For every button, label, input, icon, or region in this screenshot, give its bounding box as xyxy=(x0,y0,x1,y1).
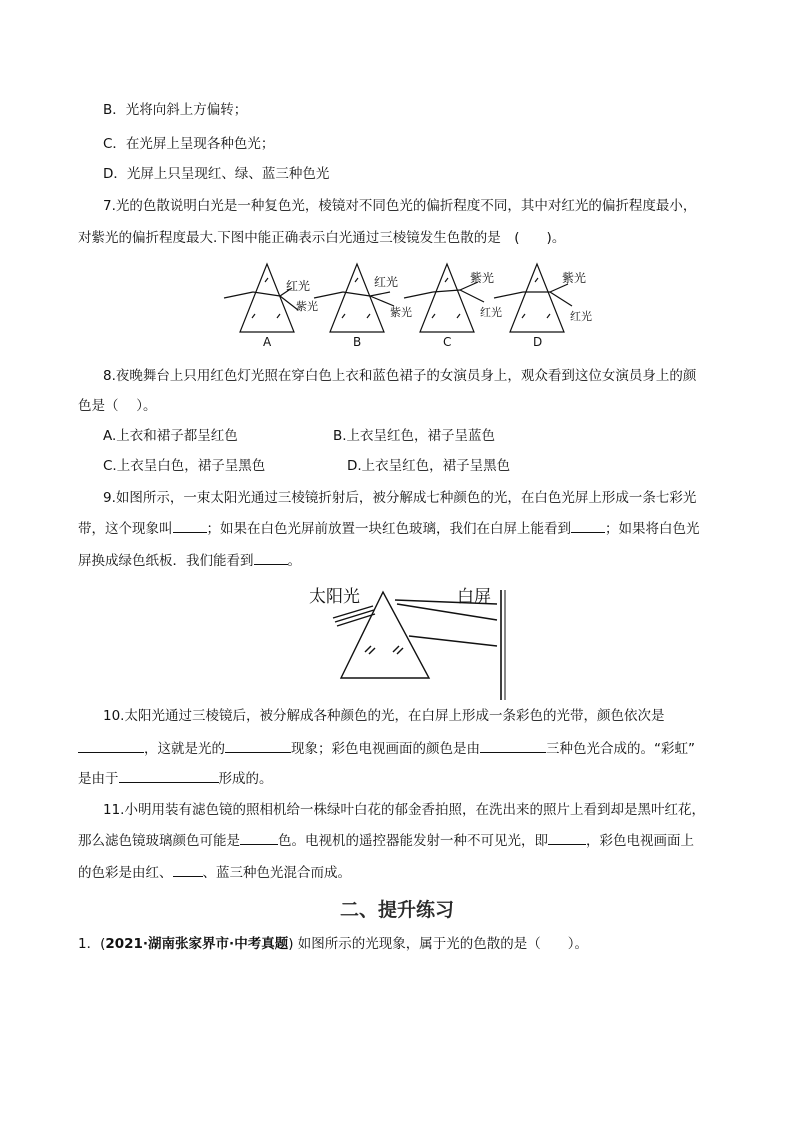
q10-blank-2[interactable] xyxy=(225,738,291,753)
q11-line2 xyxy=(78,830,694,851)
fig7-a-bottom-label xyxy=(296,299,318,313)
q9-text-e: 。 xyxy=(287,553,301,569)
q8-line1: 8.夜晚舞台上只用红色灯光照在穿白色上衣和蓝色裙子的女演员身上，观众看到这位女演员身上的颜 xyxy=(103,368,697,384)
fig7-label-c: C xyxy=(443,335,452,348)
sunlight-prism-figure xyxy=(305,580,525,705)
section-heading: 二、提升练习 xyxy=(339,899,454,921)
fig7-b-top-label: 红光 xyxy=(374,275,399,289)
q9-text-b: ；如果在白色光屏前放置一块红色玻璃，我们在白屏上能看到 xyxy=(206,521,571,537)
fig7-label-b: B xyxy=(353,335,362,348)
fig7-c-top-label: 紫光 xyxy=(470,271,495,285)
fig7-label-a: A xyxy=(263,335,272,348)
q11-blank-1[interactable] xyxy=(240,830,278,845)
q8-line2: 色是（ ）。 xyxy=(78,398,157,414)
q9-line2 xyxy=(78,518,700,539)
option-d: D．光屏上只呈现红、绿、蓝三种色光 xyxy=(103,166,330,182)
fig7-d-bottom-label: 红光 xyxy=(570,310,592,323)
q11-text-d: 的色彩是由红、 xyxy=(78,865,173,881)
q11-text-c: ，彩色电视画面上 xyxy=(586,833,694,849)
q10-line1: 10.太阳光通过三棱镜后，被分解成各种颜色的光，在白屏上形成一条彩色的光带，颜色依次是 xyxy=(103,708,665,724)
practice-q1-source: 2021·湖南张家界市·中考真题 xyxy=(105,936,289,952)
q7-line2: 对紫光的偏折程度最大.下图中能正确表示白光通过三棱镜发生色散的是 ( )。 xyxy=(78,230,566,246)
q9-blank-2[interactable] xyxy=(571,518,605,533)
q10-text-a: ，这就是光的 xyxy=(144,741,225,757)
fig7-d-top-label: 紫光 xyxy=(562,271,587,285)
q10-line2 xyxy=(78,738,695,759)
option-b: B．光将向斜上方偏转； xyxy=(103,102,248,118)
fig7-c-bottom-label: 红光 xyxy=(480,306,502,319)
fig7-a-top-label: 红光 xyxy=(286,279,311,293)
q8-option-b: B.上衣呈红色，裙子呈蓝色 xyxy=(333,428,496,444)
q9-blank-3[interactable] xyxy=(254,550,288,565)
q10-line3 xyxy=(78,768,273,789)
q11-text-b: 色。电视机的遥控器能发射一种不可见光，即 xyxy=(278,833,548,849)
q7-line1: 7.光的色散说明白光是一种复色光，棱镜对不同色光的偏折程度不同，其中对红光的偏折程度最小， xyxy=(103,198,697,214)
q8-option-c: C.上衣呈白色，裙子呈黑色 xyxy=(103,458,266,474)
q11-blank-2[interactable] xyxy=(548,830,586,845)
q10-blank-1[interactable] xyxy=(78,738,144,753)
q11-text-e: 、蓝三种色光混合而成。 xyxy=(202,865,351,881)
q11-line1: 11.小明用装有滤色镜的照相机给一株绿叶白花的郁金香拍照，在洗出来的照片上看到却是黑叶红花， xyxy=(103,802,705,818)
q8-option-d: D.上衣呈红色，裙子呈黑色 xyxy=(347,458,511,474)
q10-blank-3[interactable] xyxy=(480,738,546,753)
q9-blank-1[interactable] xyxy=(173,518,207,533)
q10-text-c: 三种色光合成的。“彩虹” xyxy=(546,741,695,757)
q8-option-a: A.上衣和裙子都呈红色 xyxy=(103,428,238,444)
q9-text-a: 带，这个现象叫 xyxy=(78,521,173,537)
q10-text-e: 形成的。 xyxy=(218,771,273,787)
q9-line1: 9.如图所示，一束太阳光通过三棱镜折射后，被分解成七种颜色的光，在白色光屏上形成一条七彩光 xyxy=(103,490,697,506)
fig7-b-bottom-label: 紫光 xyxy=(390,306,412,319)
q11-blank-3[interactable] xyxy=(173,862,203,877)
fig7-label-d: D xyxy=(533,335,543,348)
fig7-a-bottom-text: 紫光 xyxy=(296,300,318,313)
q10-text-d: 是由于 xyxy=(78,771,119,787)
fig9-sunlight-label: 太阳光 xyxy=(309,587,360,607)
q9-text-d: 屏换成绿色纸板．我们能看到 xyxy=(78,553,254,569)
practice-q1-prefix: 1．( xyxy=(78,936,106,952)
fig9-screen-label: 白屏 xyxy=(457,587,491,607)
q10-blank-4[interactable] xyxy=(119,768,219,783)
q9-text-c: ；如果将白色光 xyxy=(605,521,700,537)
q11-text-a: 那么滤色镜玻璃颜色可能是 xyxy=(78,833,240,849)
practice-q1 xyxy=(78,934,588,954)
option-c: C．在光屏上呈现各种色光； xyxy=(103,136,275,152)
q11-line3 xyxy=(78,862,351,883)
q9-line3 xyxy=(78,550,301,571)
practice-q1-text: ) 如图所示的光现象，属于光的色散的是（ ）。 xyxy=(288,936,589,952)
prism-dispersion-figure xyxy=(222,258,612,348)
q10-text-b: 现象；彩色电视画面的颜色是由 xyxy=(291,741,480,757)
